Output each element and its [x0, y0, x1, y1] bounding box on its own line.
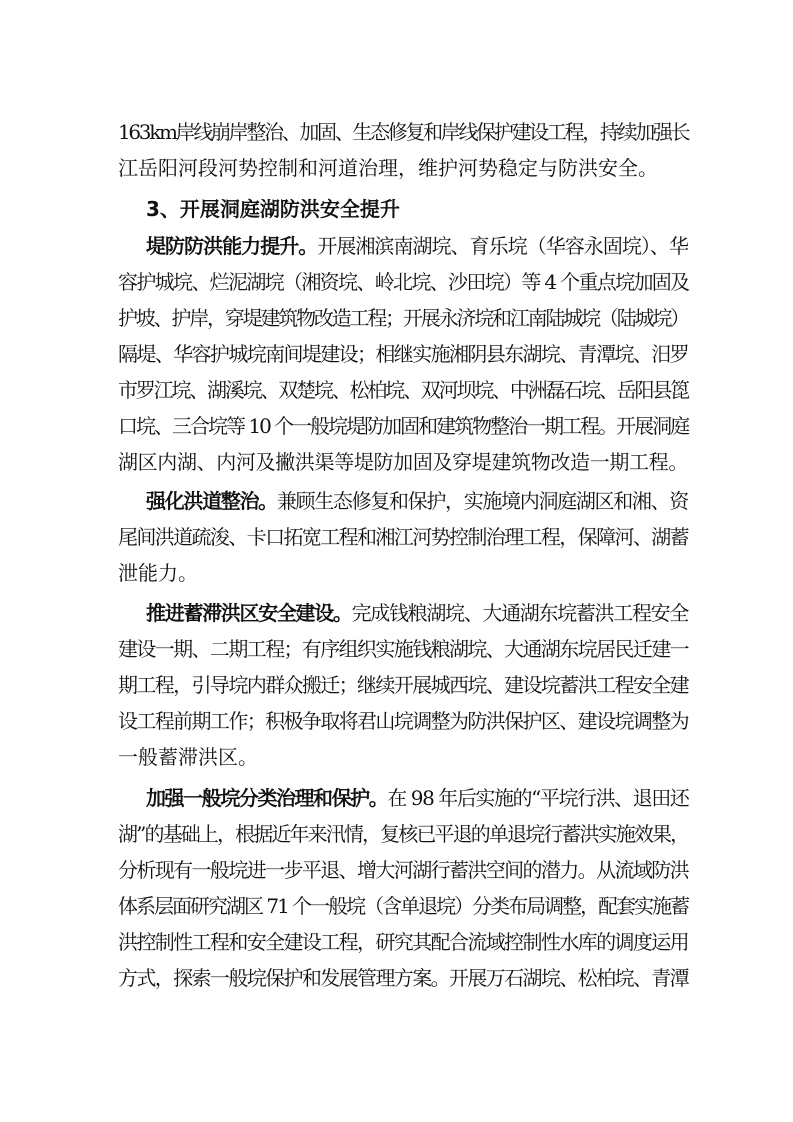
paragraph-first-line: [146, 231, 688, 261]
paragraph-line: [118, 999, 688, 1029]
paragraph-line: 分析现有一般垸进一步平退、增大河湖行蓄洪空间的潜力。从流域防洪: [118, 858, 688, 882]
paragraph-text: 在 98 年后实施的“平垸行洪、退田还: [387, 786, 689, 810]
paragraph-lead-in: 推进蓄滞洪区安全建设。: [146, 601, 352, 625]
paragraph-line: 泄能力。: [118, 561, 198, 585]
paragraph-text: 完成钱粮湖垸、大通湖东垸蓄洪工程安全: [351, 601, 689, 625]
paragraph-line: 隔堤、华容护城垸南间堤建设；相继实施湘阴县东湖垸、青潭垸、汨罗: [118, 342, 688, 366]
paragraph-line: 市罗江垸、湖溪垸、双楚垸、松柏垸、双河坝垸、中洲磊石垸、岳阳县箆: [118, 378, 688, 402]
paragraph-line: 体系层面研究湖区 71 个一般垸（含单退垸）分类布局调整，配套实施蓄: [118, 894, 689, 918]
paragraph-line: 尾间洪道疏浚、卡口拓宽工程和湘江河势控制治理工程，保障河、湖蓄: [118, 525, 688, 549]
paragraph-line: 设工程前期工作；积极争取将君山垸调整为防洪保护区、建设垸调整为: [118, 709, 688, 733]
paragraph-lead-in: 强化洪道整治。: [146, 489, 277, 513]
paragraph-line: 方式，探索一般垸保护和发展管理方案。开展万石湖垸、松柏垸、青潭: [118, 966, 688, 990]
paragraph-line: 期工程，引导垸内群众搬迁；继续开展城西垸、建设垸蓄洪工程安全建: [118, 673, 688, 697]
paragraph-line: 建设一期、二期工程；有序组织实施钱粮湖垸、大通湖东垸居民迁建一: [118, 637, 688, 661]
paragraph-line: 163km岸线崩岸整治、加固、生态修复和岸线保护建设工程，持续加强长: [118, 120, 689, 144]
paragraph-text: 兼顾生态修复和保护，实施境内洞庭湖区和湘、资: [276, 489, 689, 513]
paragraph-line: 容护城垸、烂泥湖垸（湘资垸、岭北垸、沙田垸）等 4 个重点垸加固及: [118, 270, 689, 294]
paragraph-line: 洪控制性工程和安全建设工程，研究其配合流域控制性水库的调度运用: [118, 930, 688, 954]
paragraph-line: 湖区内湖、内河及撇洪渠等堤防加固及穿堤建筑物改造一期工程。: [118, 450, 688, 474]
paragraph-text: 开展湘滨南湖垸、育乐垸（华容永固垸）、华: [317, 234, 689, 258]
paragraph-lead-in: 堤防防洪能力提升。: [146, 234, 318, 258]
paragraph-line: 口垸、三合垸等 10 个一般垸堤防加固和建筑物整治一期工程。开展洞庭: [118, 414, 689, 438]
paragraph-line: 一般蓄滞洪区。: [118, 745, 258, 769]
paragraph-lead-in: 加强一般垸分类治理和保护。: [146, 786, 388, 810]
paragraph-first-line: [146, 486, 688, 516]
paragraph-first-line: [146, 598, 688, 628]
paragraph-line: 江岳阳河段河势控制和河道治理，维护河势稳定与防洪安全。: [118, 156, 658, 180]
paragraph-first-line: [146, 783, 688, 813]
section-heading: 3、开展洞庭湖防洪安全提升: [146, 197, 400, 221]
paragraph-line: 护坡、护岸，穿堤建筑物改造工程；开展永济垸和江南陆城垸（陆城垸）: [118, 306, 688, 330]
paragraph-line: 湖”的基础上，根据近年来汛情，复核已平退的单退垸行蓄洪实施效果，: [118, 822, 689, 846]
